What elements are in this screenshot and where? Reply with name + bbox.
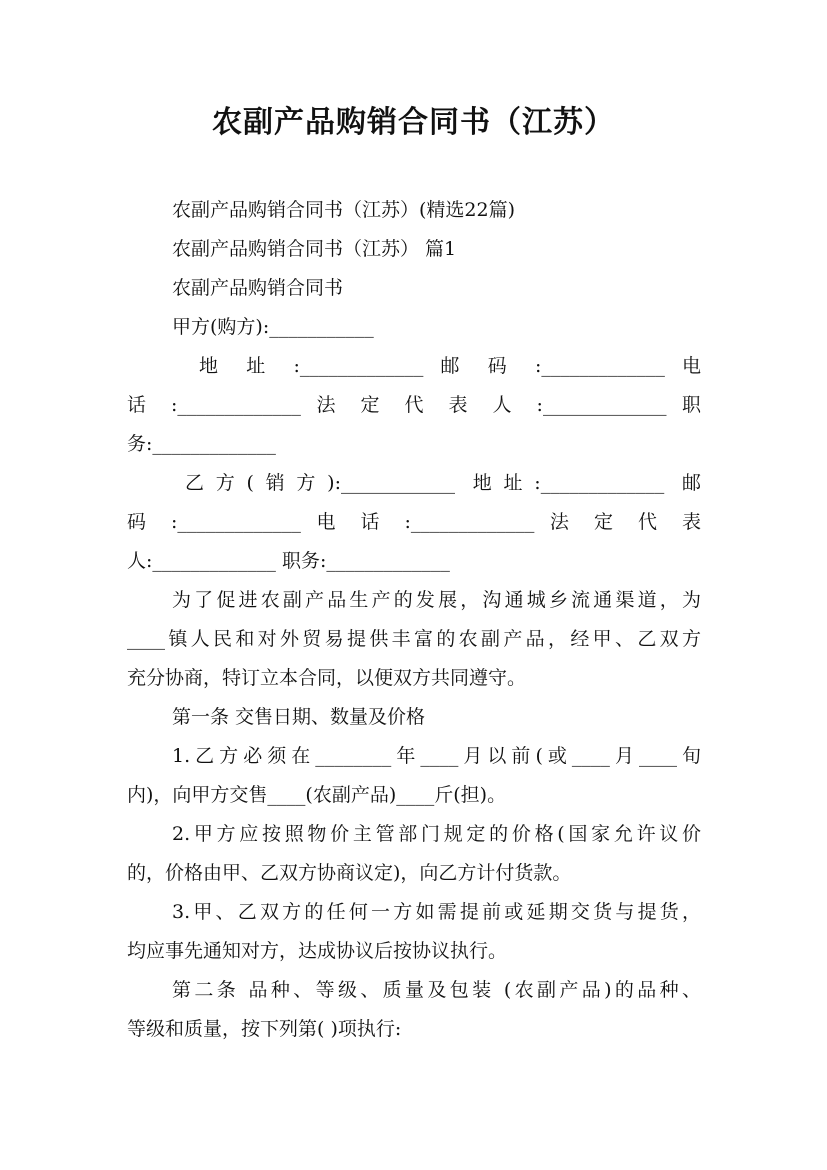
subtitle-line: 农副产品购销合同书（江苏）(精选22篇) (172, 199, 516, 221)
paragraph-line: 内)，向甲方交售____(农副产品)____斤(担)。 (127, 784, 507, 806)
party-b-contact-line: 码 :_____________ 电 话 :_____________ 法 定 代 表 (127, 511, 701, 533)
article-1-heading: 第一条 交售日期、数量及价格 (172, 706, 426, 728)
section-heading: 农副产品购销合同书（江苏） 篇1 (172, 238, 457, 260)
paragraph-line: ____镇人民和对外贸易提供丰富的农副产品，经甲、乙双方 (127, 628, 701, 650)
paragraph-line: 均应事先通知对方，达成协议后按协议执行。 (127, 940, 508, 962)
paragraph-line: 的，价格由甲、乙双方协商议定)，向乙方计付货款。 (127, 862, 572, 884)
party-a-phone-line: 话 :_____________ 法 定 代 表 人 :_____________ 职 (127, 394, 701, 416)
party-a-position-line: 务:_____________ (127, 433, 276, 455)
paragraph-line: 3.甲、乙双方的任何一方如需提前或延期交货与提货， (172, 901, 701, 923)
party-a-label: 甲方(购方):___________ (172, 316, 374, 338)
contract-name: 农副产品购销合同书 (172, 277, 344, 299)
paragraph-line: 2.甲方应按照物价主管部门规定的价格(国家允许议价 (172, 823, 701, 845)
paragraph-line: 1.乙方必须在________年____月以前(或____月____旬 (172, 745, 701, 767)
document-title: 农副产品购销合同书（江苏） (212, 105, 615, 140)
paragraph-line: 等级和质量，按下列第( )项执行: (127, 1018, 402, 1040)
paragraph-line: 为了促进农副产品生产的发展，沟通城乡流通渠道，为 (172, 589, 701, 611)
party-b-line: 乙方(销方):____________ 地址:_____________ 邮 (185, 472, 701, 494)
article-2-heading: 第二条 品种、等级、质量及包装 (农副产品)的品种、 (172, 979, 701, 1001)
paragraph-line: 充分协商，特订立本合同，以便双方共同遵守。 (127, 667, 527, 689)
party-a-address-line: 地 址 :_____________ 邮 码 :_____________ 电 (199, 355, 701, 377)
party-b-position-line: 人:_____________ 职务:_____________ (127, 550, 450, 572)
